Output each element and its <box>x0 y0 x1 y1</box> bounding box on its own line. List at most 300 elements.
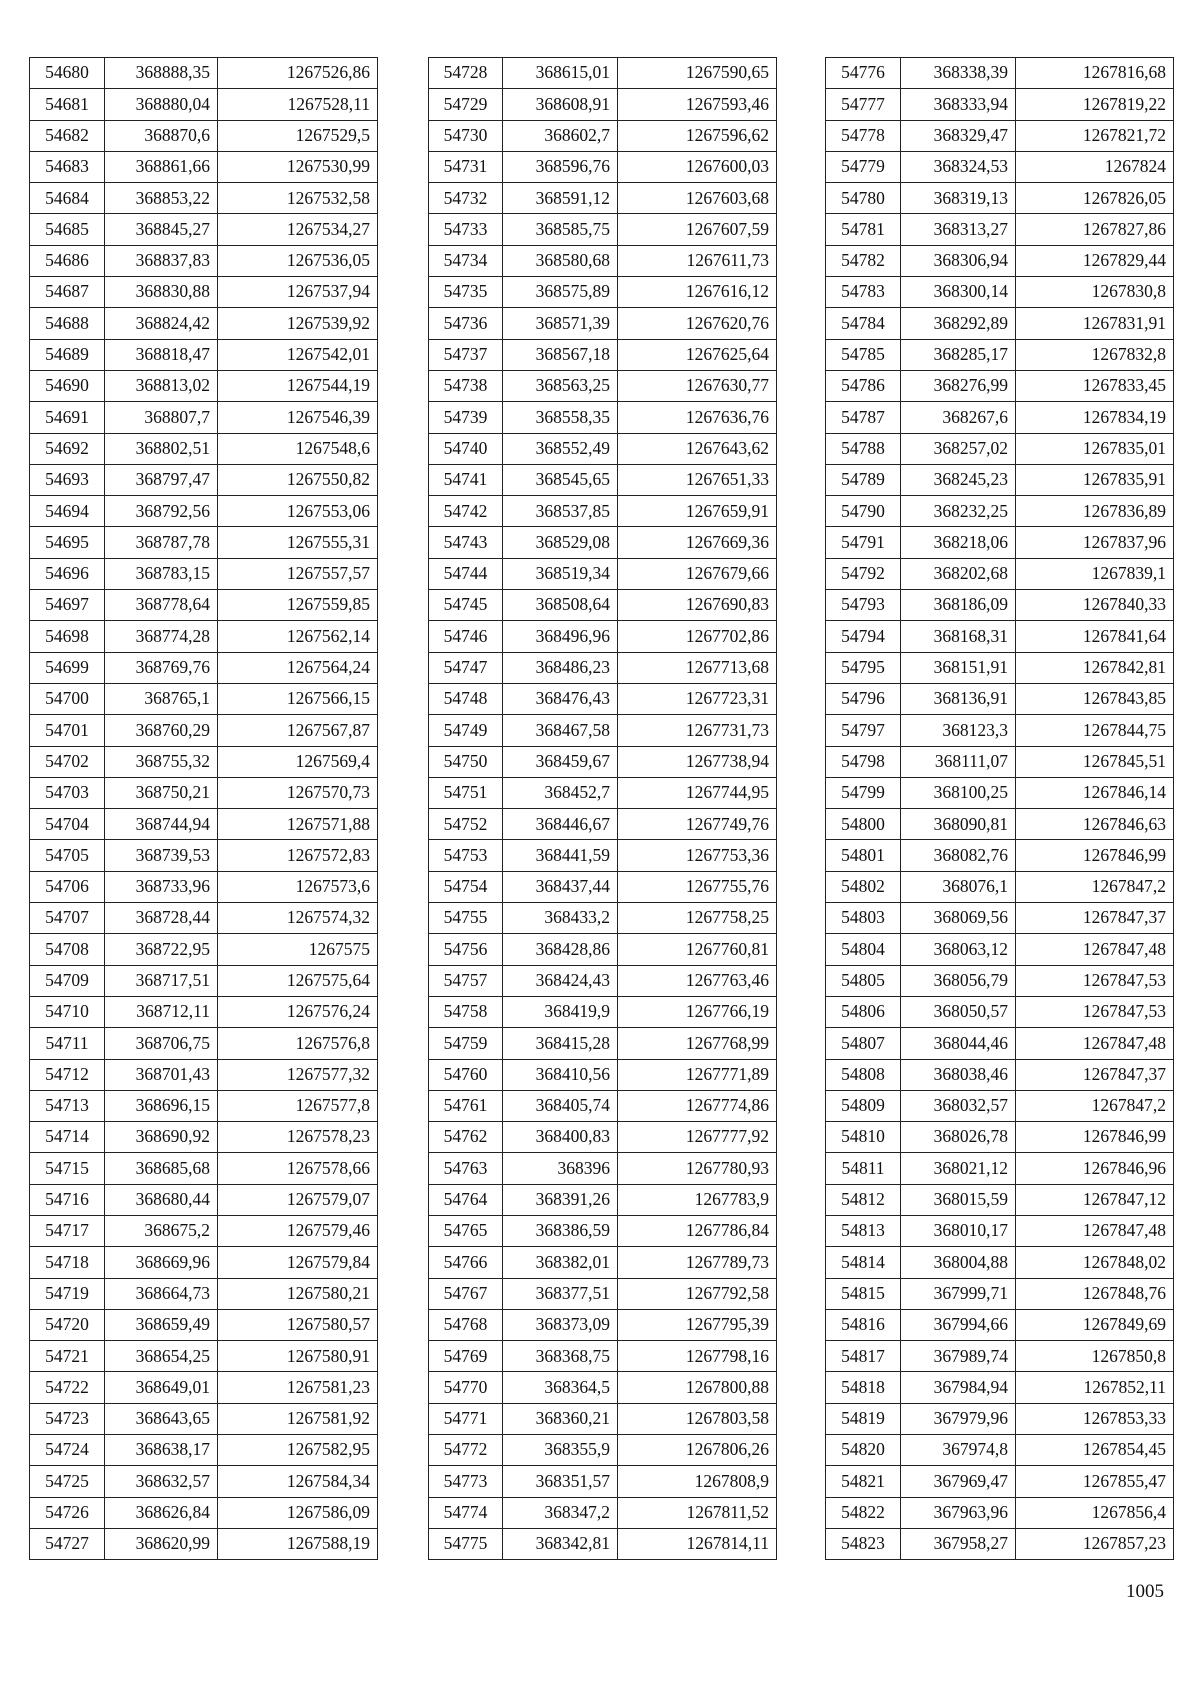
point-id-cell: 54723 <box>30 1403 105 1434</box>
x-coordinate-cell: 368441,59 <box>503 840 618 871</box>
x-coordinate-cell: 368186,09 <box>901 590 1016 621</box>
table-row <box>30 1309 378 1340</box>
x-coordinate-cell: 368415,28 <box>503 1028 618 1059</box>
table-row <box>826 809 1174 840</box>
point-id-cell: 54806 <box>826 996 901 1027</box>
x-coordinate-cell: 368813,02 <box>105 370 218 401</box>
x-coordinate-cell: 368861,66 <box>105 151 218 182</box>
y-coordinate-cell: 1267548,6 <box>218 433 378 464</box>
x-coordinate-cell: 368232,25 <box>901 496 1016 527</box>
x-coordinate-cell: 368529,08 <box>503 527 618 558</box>
point-id-cell: 54749 <box>429 715 503 746</box>
y-coordinate-cell: 1267532,58 <box>218 183 378 214</box>
y-coordinate-cell: 1267847,48 <box>1016 934 1174 965</box>
table-row <box>826 496 1174 527</box>
x-coordinate-cell: 368276,99 <box>901 370 1016 401</box>
x-coordinate-cell: 368558,35 <box>503 402 618 433</box>
y-coordinate-cell: 1267570,73 <box>218 777 378 808</box>
y-coordinate-cell: 1267829,44 <box>1016 245 1174 276</box>
table-row <box>30 1215 378 1246</box>
table-row <box>429 245 777 276</box>
y-coordinate-cell: 1267844,75 <box>1016 715 1174 746</box>
point-id-cell: 54714 <box>30 1122 105 1153</box>
y-coordinate-cell: 1267578,66 <box>218 1153 378 1184</box>
x-coordinate-cell: 368452,7 <box>503 777 618 808</box>
x-coordinate-cell: 368405,74 <box>503 1090 618 1121</box>
point-id-cell: 54809 <box>826 1090 901 1121</box>
y-coordinate-cell: 1267846,14 <box>1016 777 1174 808</box>
point-id-cell: 54813 <box>826 1215 901 1246</box>
point-id-cell: 54680 <box>30 58 105 89</box>
y-coordinate-cell: 1267837,96 <box>1016 527 1174 558</box>
point-id-cell: 54786 <box>826 370 901 401</box>
x-coordinate-cell: 368567,18 <box>503 339 618 370</box>
table-row <box>30 308 378 339</box>
x-coordinate-cell: 368680,44 <box>105 1184 218 1215</box>
y-coordinate-cell: 1267850,8 <box>1016 1341 1174 1372</box>
table-row <box>429 1278 777 1309</box>
table-row <box>30 1341 378 1372</box>
x-coordinate-cell: 368015,59 <box>901 1184 1016 1215</box>
x-coordinate-cell: 368218,06 <box>901 527 1016 558</box>
point-id-cell: 54722 <box>30 1372 105 1403</box>
y-coordinate-cell: 1267806,26 <box>618 1435 777 1466</box>
x-coordinate-cell: 368654,25 <box>105 1341 218 1372</box>
y-coordinate-cell: 1267534,27 <box>218 214 378 245</box>
point-id-cell: 54737 <box>429 339 503 370</box>
y-coordinate-cell: 1267593,46 <box>618 89 777 120</box>
point-id-cell: 54778 <box>826 120 901 151</box>
y-coordinate-cell: 1267800,88 <box>618 1372 777 1403</box>
point-id-cell: 54815 <box>826 1278 901 1309</box>
table-row <box>30 1403 378 1434</box>
point-id-cell: 54802 <box>826 871 901 902</box>
point-id-cell: 54784 <box>826 308 901 339</box>
point-id-cell: 54801 <box>826 840 901 871</box>
table-row <box>826 402 1174 433</box>
table-row <box>826 433 1174 464</box>
x-coordinate-cell: 367974,8 <box>901 1435 1016 1466</box>
point-id-cell: 54768 <box>429 1309 503 1340</box>
x-coordinate-cell: 368571,39 <box>503 308 618 339</box>
table-row <box>30 214 378 245</box>
x-coordinate-cell: 368685,68 <box>105 1153 218 1184</box>
x-coordinate-cell: 368508,64 <box>503 590 618 621</box>
point-id-cell: 54709 <box>30 965 105 996</box>
y-coordinate-cell: 1267792,58 <box>618 1278 777 1309</box>
y-coordinate-cell: 1267630,77 <box>618 370 777 401</box>
table-row <box>826 245 1174 276</box>
x-coordinate-cell: 367958,27 <box>901 1528 1016 1559</box>
point-id-cell: 54705 <box>30 840 105 871</box>
point-id-cell: 54708 <box>30 934 105 965</box>
table-row <box>429 527 777 558</box>
y-coordinate-cell: 1267575,64 <box>218 965 378 996</box>
x-coordinate-cell: 368765,1 <box>105 683 218 714</box>
x-coordinate-cell: 368360,21 <box>503 1403 618 1434</box>
table-row <box>826 120 1174 151</box>
y-coordinate-cell: 1267579,84 <box>218 1247 378 1278</box>
table-row <box>826 527 1174 558</box>
y-coordinate-cell: 1267550,82 <box>218 464 378 495</box>
point-id-cell: 54762 <box>429 1122 503 1153</box>
point-id-cell: 54683 <box>30 151 105 182</box>
point-id-cell: 54739 <box>429 402 503 433</box>
point-id-cell: 54773 <box>429 1466 503 1497</box>
table-row <box>429 1028 777 1059</box>
table-row <box>30 1435 378 1466</box>
x-coordinate-cell: 368870,6 <box>105 120 218 151</box>
y-coordinate-cell: 1267848,76 <box>1016 1278 1174 1309</box>
x-coordinate-cell: 368824,42 <box>105 308 218 339</box>
y-coordinate-cell: 1267855,47 <box>1016 1466 1174 1497</box>
point-id-cell: 54766 <box>429 1247 503 1278</box>
point-id-cell: 54819 <box>826 1403 901 1434</box>
y-coordinate-cell: 1267690,83 <box>618 590 777 621</box>
table-row <box>30 558 378 589</box>
y-coordinate-cell: 1267659,91 <box>618 496 777 527</box>
point-id-cell: 54817 <box>826 1341 901 1372</box>
table-row <box>429 370 777 401</box>
point-id-cell: 54820 <box>826 1435 901 1466</box>
point-id-cell: 54696 <box>30 558 105 589</box>
point-id-cell: 54751 <box>429 777 503 808</box>
y-coordinate-cell: 1267576,24 <box>218 996 378 1027</box>
x-coordinate-cell: 368778,64 <box>105 590 218 621</box>
table-row <box>429 464 777 495</box>
table-row <box>429 1090 777 1121</box>
x-coordinate-cell: 367963,96 <box>901 1497 1016 1528</box>
x-coordinate-cell: 368202,68 <box>901 558 1016 589</box>
point-id-cell: 54682 <box>30 120 105 151</box>
y-coordinate-cell: 1267811,52 <box>618 1497 777 1528</box>
point-id-cell: 54779 <box>826 151 901 182</box>
point-id-cell: 54687 <box>30 277 105 308</box>
y-coordinate-cell: 1267846,99 <box>1016 840 1174 871</box>
point-id-cell: 54726 <box>30 1497 105 1528</box>
y-coordinate-cell: 1267841,64 <box>1016 621 1174 652</box>
point-id-cell: 54760 <box>429 1059 503 1090</box>
y-coordinate-cell: 1267564,24 <box>218 652 378 683</box>
x-coordinate-cell: 368446,67 <box>503 809 618 840</box>
point-id-cell: 54804 <box>826 934 901 965</box>
table-row <box>429 277 777 308</box>
table-row <box>826 89 1174 120</box>
point-id-cell: 54794 <box>826 621 901 652</box>
y-coordinate-cell: 1267840,33 <box>1016 590 1174 621</box>
point-id-cell: 54717 <box>30 1215 105 1246</box>
point-id-cell: 54797 <box>826 715 901 746</box>
y-coordinate-cell: 1267847,53 <box>1016 996 1174 1027</box>
point-id-cell: 54803 <box>826 903 901 934</box>
x-coordinate-cell: 368580,68 <box>503 245 618 276</box>
x-coordinate-cell: 368585,75 <box>503 214 618 245</box>
x-coordinate-cell: 368649,01 <box>105 1372 218 1403</box>
x-coordinate-cell: 368437,44 <box>503 871 618 902</box>
y-coordinate-cell: 1267636,76 <box>618 402 777 433</box>
table-row <box>826 590 1174 621</box>
point-id-cell: 54727 <box>30 1528 105 1559</box>
x-coordinate-cell: 368537,85 <box>503 496 618 527</box>
x-coordinate-cell: 368722,95 <box>105 934 218 965</box>
table-row <box>30 652 378 683</box>
y-coordinate-cell: 1267582,95 <box>218 1435 378 1466</box>
x-coordinate-cell: 368342,81 <box>503 1528 618 1559</box>
table-row <box>826 1341 1174 1372</box>
point-id-cell: 54771 <box>429 1403 503 1434</box>
point-id-cell: 54712 <box>30 1059 105 1090</box>
y-coordinate-cell: 1267852,11 <box>1016 1372 1174 1403</box>
y-coordinate-cell: 1267766,19 <box>618 996 777 1027</box>
x-coordinate-cell: 368386,59 <box>503 1215 618 1246</box>
y-coordinate-cell: 1267566,15 <box>218 683 378 714</box>
x-coordinate-cell: 368044,46 <box>901 1028 1016 1059</box>
point-id-cell: 54734 <box>429 245 503 276</box>
x-coordinate-cell: 368602,7 <box>503 120 618 151</box>
table-row <box>826 652 1174 683</box>
table-row <box>429 809 777 840</box>
point-id-cell: 54810 <box>826 1122 901 1153</box>
point-id-cell: 54700 <box>30 683 105 714</box>
point-id-cell: 54758 <box>429 996 503 1027</box>
x-coordinate-cell: 368496,96 <box>503 621 618 652</box>
point-id-cell: 54752 <box>429 809 503 840</box>
y-coordinate-cell: 1267795,39 <box>618 1309 777 1340</box>
y-coordinate-cell: 1267596,62 <box>618 120 777 151</box>
point-id-cell: 54777 <box>826 89 901 120</box>
point-id-cell: 54741 <box>429 464 503 495</box>
point-id-cell: 54788 <box>826 433 901 464</box>
x-coordinate-cell: 368111,07 <box>901 746 1016 777</box>
table-row <box>429 590 777 621</box>
table-row <box>429 1466 777 1497</box>
point-id-cell: 54772 <box>429 1435 503 1466</box>
table-row <box>429 120 777 151</box>
point-id-cell: 54686 <box>30 245 105 276</box>
x-coordinate-cell: 368853,22 <box>105 183 218 214</box>
table-row <box>826 1247 1174 1278</box>
x-coordinate-cell: 368888,35 <box>105 58 218 89</box>
table-row <box>826 1372 1174 1403</box>
y-coordinate-cell: 1267571,88 <box>218 809 378 840</box>
table-row <box>429 777 777 808</box>
y-coordinate-cell: 1267539,92 <box>218 308 378 339</box>
x-coordinate-cell: 368026,78 <box>901 1122 1016 1153</box>
table-row <box>826 183 1174 214</box>
coordinate-table-3 <box>825 57 1174 1560</box>
table-row <box>30 183 378 214</box>
x-coordinate-cell: 368347,2 <box>503 1497 618 1528</box>
x-coordinate-cell: 368739,53 <box>105 840 218 871</box>
x-coordinate-cell: 368056,79 <box>901 965 1016 996</box>
y-coordinate-cell: 1267588,19 <box>218 1528 378 1559</box>
y-coordinate-cell: 1267826,05 <box>1016 183 1174 214</box>
table-row <box>826 558 1174 589</box>
table-row <box>826 1215 1174 1246</box>
table-row <box>30 1466 378 1497</box>
x-coordinate-cell: 368545,65 <box>503 464 618 495</box>
x-coordinate-cell: 368136,91 <box>901 683 1016 714</box>
x-coordinate-cell: 368744,94 <box>105 809 218 840</box>
table-row <box>30 590 378 621</box>
x-coordinate-cell: 368090,81 <box>901 809 1016 840</box>
point-id-cell: 54697 <box>30 590 105 621</box>
y-coordinate-cell: 1267557,57 <box>218 558 378 589</box>
point-id-cell: 54754 <box>429 871 503 902</box>
point-id-cell: 54750 <box>429 746 503 777</box>
y-coordinate-cell: 1267546,39 <box>218 402 378 433</box>
y-coordinate-cell: 1267856,4 <box>1016 1497 1174 1528</box>
point-id-cell: 54690 <box>30 370 105 401</box>
y-coordinate-cell: 1267847,48 <box>1016 1215 1174 1246</box>
table-row <box>30 996 378 1027</box>
x-coordinate-cell: 368626,84 <box>105 1497 218 1528</box>
x-coordinate-cell: 368038,46 <box>901 1059 1016 1090</box>
y-coordinate-cell: 1267590,65 <box>618 58 777 89</box>
point-id-cell: 54821 <box>826 1466 901 1497</box>
y-coordinate-cell: 1267553,06 <box>218 496 378 527</box>
table-row <box>30 402 378 433</box>
table-row <box>429 934 777 965</box>
x-coordinate-cell: 368664,73 <box>105 1278 218 1309</box>
x-coordinate-cell: 368419,9 <box>503 996 618 1027</box>
table-row <box>429 1528 777 1559</box>
table-row <box>826 1403 1174 1434</box>
point-id-cell: 54787 <box>826 402 901 433</box>
point-id-cell: 54744 <box>429 558 503 589</box>
table-row <box>429 1122 777 1153</box>
point-id-cell: 54695 <box>30 527 105 558</box>
y-coordinate-cell: 1267846,63 <box>1016 809 1174 840</box>
x-coordinate-cell: 368355,9 <box>503 1435 618 1466</box>
y-coordinate-cell: 1267798,16 <box>618 1341 777 1372</box>
x-coordinate-cell: 368364,5 <box>503 1372 618 1403</box>
x-coordinate-cell: 368476,43 <box>503 683 618 714</box>
y-coordinate-cell: 1267853,33 <box>1016 1403 1174 1434</box>
y-coordinate-cell: 1267774,86 <box>618 1090 777 1121</box>
table-row <box>30 965 378 996</box>
y-coordinate-cell: 1267611,73 <box>618 245 777 276</box>
point-id-cell: 54781 <box>826 214 901 245</box>
y-coordinate-cell: 1267783,9 <box>618 1184 777 1215</box>
point-id-cell: 54685 <box>30 214 105 245</box>
x-coordinate-cell: 368728,44 <box>105 903 218 934</box>
point-id-cell: 54742 <box>429 496 503 527</box>
x-coordinate-cell: 368880,04 <box>105 89 218 120</box>
table-row <box>826 1528 1174 1559</box>
point-id-cell: 54729 <box>429 89 503 120</box>
point-id-cell: 54706 <box>30 871 105 902</box>
y-coordinate-cell: 1267835,01 <box>1016 433 1174 464</box>
y-coordinate-cell: 1267847,2 <box>1016 871 1174 902</box>
y-coordinate-cell: 1267603,68 <box>618 183 777 214</box>
x-coordinate-cell: 367994,66 <box>901 1309 1016 1340</box>
point-id-cell: 54698 <box>30 621 105 652</box>
x-coordinate-cell: 368701,43 <box>105 1059 218 1090</box>
y-coordinate-cell: 1267643,62 <box>618 433 777 464</box>
x-coordinate-cell: 368373,09 <box>503 1309 618 1340</box>
table-row <box>826 1090 1174 1121</box>
table-row <box>826 1059 1174 1090</box>
y-coordinate-cell: 1267526,86 <box>218 58 378 89</box>
coordinate-table-2 <box>428 57 777 1560</box>
point-id-cell: 54743 <box>429 527 503 558</box>
y-coordinate-cell: 1267836,89 <box>1016 496 1174 527</box>
x-coordinate-cell: 368021,12 <box>901 1153 1016 1184</box>
x-coordinate-cell: 368760,29 <box>105 715 218 746</box>
point-id-cell: 54775 <box>429 1528 503 1559</box>
table-row <box>30 777 378 808</box>
y-coordinate-cell: 1267559,85 <box>218 590 378 621</box>
table-row <box>429 496 777 527</box>
x-coordinate-cell: 368319,13 <box>901 183 1016 214</box>
x-coordinate-cell: 368400,83 <box>503 1122 618 1153</box>
x-coordinate-cell: 368168,31 <box>901 621 1016 652</box>
point-id-cell: 54789 <box>826 464 901 495</box>
y-coordinate-cell: 1267669,36 <box>618 527 777 558</box>
table-row <box>30 1497 378 1528</box>
point-id-cell: 54693 <box>30 464 105 495</box>
y-coordinate-cell: 1267529,5 <box>218 120 378 151</box>
y-coordinate-cell: 1267577,32 <box>218 1059 378 1090</box>
table-row <box>30 871 378 902</box>
table-row <box>429 339 777 370</box>
point-id-cell: 54728 <box>429 58 503 89</box>
x-coordinate-cell: 368802,51 <box>105 433 218 464</box>
point-id-cell: 54748 <box>429 683 503 714</box>
table-row <box>826 151 1174 182</box>
point-id-cell: 54769 <box>429 1341 503 1372</box>
y-coordinate-cell: 1267537,94 <box>218 277 378 308</box>
point-id-cell: 54689 <box>30 339 105 370</box>
coordinate-table-1 <box>29 57 378 1560</box>
y-coordinate-cell: 1267857,23 <box>1016 1528 1174 1559</box>
y-coordinate-cell: 1267847,53 <box>1016 965 1174 996</box>
x-coordinate-cell: 368596,76 <box>503 151 618 182</box>
x-coordinate-cell: 368792,56 <box>105 496 218 527</box>
y-coordinate-cell: 1267738,94 <box>618 746 777 777</box>
point-id-cell: 54721 <box>30 1341 105 1372</box>
table-row <box>429 433 777 464</box>
y-coordinate-cell: 1267831,91 <box>1016 308 1174 339</box>
table-row <box>429 1435 777 1466</box>
x-coordinate-cell: 368845,27 <box>105 214 218 245</box>
y-coordinate-cell: 1267581,92 <box>218 1403 378 1434</box>
x-coordinate-cell: 368774,28 <box>105 621 218 652</box>
point-id-cell: 54755 <box>429 903 503 934</box>
point-id-cell: 54800 <box>826 809 901 840</box>
point-id-cell: 54791 <box>826 527 901 558</box>
y-coordinate-cell: 1267651,33 <box>618 464 777 495</box>
table-row <box>826 1153 1174 1184</box>
x-coordinate-cell: 368300,14 <box>901 277 1016 308</box>
table-row <box>429 1215 777 1246</box>
table-row <box>429 621 777 652</box>
point-id-cell: 54753 <box>429 840 503 871</box>
table-row <box>826 308 1174 339</box>
y-coordinate-cell: 1267578,23 <box>218 1122 378 1153</box>
point-id-cell: 54710 <box>30 996 105 1027</box>
x-coordinate-cell: 368267,6 <box>901 402 1016 433</box>
y-coordinate-cell: 1267830,8 <box>1016 277 1174 308</box>
y-coordinate-cell: 1267842,81 <box>1016 652 1174 683</box>
x-coordinate-cell: 368123,3 <box>901 715 1016 746</box>
y-coordinate-cell: 1267803,58 <box>618 1403 777 1434</box>
point-id-cell: 54770 <box>429 1372 503 1403</box>
y-coordinate-cell: 1267847,48 <box>1016 1028 1174 1059</box>
table-row <box>429 840 777 871</box>
table-row <box>826 1497 1174 1528</box>
